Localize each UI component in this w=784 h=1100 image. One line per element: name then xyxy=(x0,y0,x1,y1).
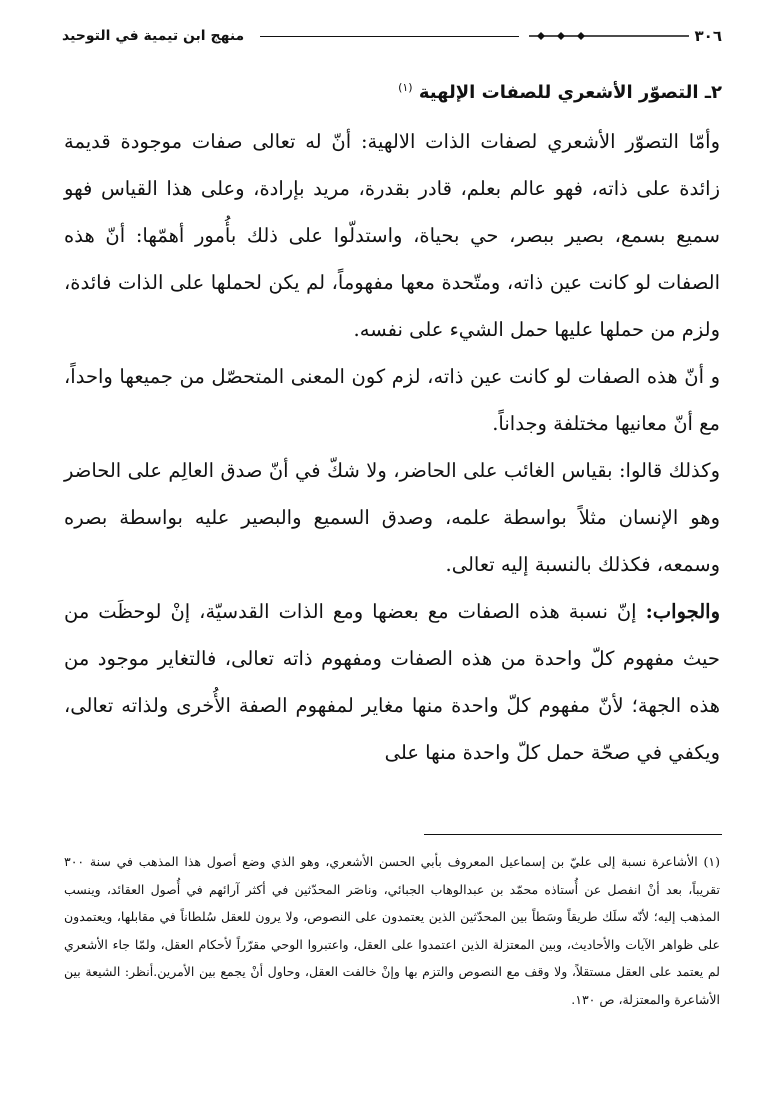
running-title: منهج ابن تيمية في التوحيد xyxy=(62,28,245,44)
page-header xyxy=(62,20,722,52)
footnote xyxy=(64,848,720,1013)
footnote-separator xyxy=(424,834,722,835)
section-heading-text: ٢ـ التصوّر الأشعري للصفات الإلهية xyxy=(418,82,722,103)
header-rule xyxy=(260,36,518,37)
page-number: ٣٠٦ xyxy=(694,27,722,45)
paragraph: وأمّا التصوّر الأشعري لصفات الذات الالهية: أنّ له تعالى صفات موجودة قديمة زائدة على ذاته، فهو عالم بعلم، قادر بقدرة، مريد بإرادة، وعلى هذا القياس فهو سميع بسمع، بصير ببصر، حي بحياة، واستدلّوا على ذلك بأُمور أهمّها: أنّ هذه الصفات لو كانت عين ذاته، ومتّحدة معها مفهوماً، لم يكن لحملها على الذات فائدة، ولزم من حملها عليها حمل الشيء على نفسه. xyxy=(64,130,720,341)
footnote-text: الأشاعرة نسبة إلى عليّ بن إسماعيل المعروف بأبي الحسن الأشعري، وهو الذي وضع أصول هذا المذهب في سنة ٣٠٠ تقريباً، بعد أنْ انفصل عن أُستاذه محمّد بن عبدالوهاب الجبائي، وناصَر المحدّثين في أكثر آرائهم في أُصول العقائد، وينسب المذهب إليه؛ لأنّه سلَك طريقاً وسَطاً بين المحدّثين الذين يعتمدون على النصوص، ولا يرون للعقل سُلطاناً في مقابلها، ويعتمدون على ظواهر الآيات والأحاديث، وبين المعتزلة الذين اعتمدوا على العقل، واعتبروا الوحي مقرّراً لأحكام العقل، ولمّا جاء الأشعري لم يعتمد على العقل مستقلاً، ولا وقف مع النصوص والتزم بها وإنْ خالفت العقل، وحاول أنْ يجمع بين الأمرين.أنظر: الشيعة بين الأشاعرة والمعتزلة، ص ١٣٠. xyxy=(64,854,720,1007)
footnote-number: (١) xyxy=(703,854,720,869)
answer-lead: والجواب: xyxy=(645,600,721,623)
footnote-reference: (١) xyxy=(398,81,413,94)
answer-paragraph xyxy=(64,588,720,776)
section-heading xyxy=(62,74,722,107)
paragraph: و أنّ هذه الصفات لو كانت عين ذاته، لزم كون المعنى المتحصّل من جميعها واحداً، مع أنّ معانيها مختلفة وجداناً. xyxy=(64,365,720,435)
paragraph: وكذلك قالوا: بقياس الغائب على الحاضر، ولا شكّ في أنّ صدق العالِم على الحاضر وهو الإنسان مثلاً بواسطة علمه، وصدق السميع والبصير عليه بواسطة بصره وسمعه، فكذلك بالنسبة إليه تعالى. xyxy=(64,459,720,576)
header-ornament xyxy=(529,31,689,41)
main-text xyxy=(64,118,720,776)
answer-text: إنّ نسبة هذه الصفات مع بعضها ومع الذات القدسيّة، إنْ لوحظَت من حيث مفهوم كلّ واحدة من هذه الصفات ومفهوم ذاته تعالى، فالتغاير موجود من هذه الجهة؛ لأنّ مفهوم كلّ واحدة منها مغاير لمفهوم الصفة الأُخرى ولذاته تعالى، ويكفي في صحّة حمل كلّ واحدة منها على xyxy=(64,600,720,764)
